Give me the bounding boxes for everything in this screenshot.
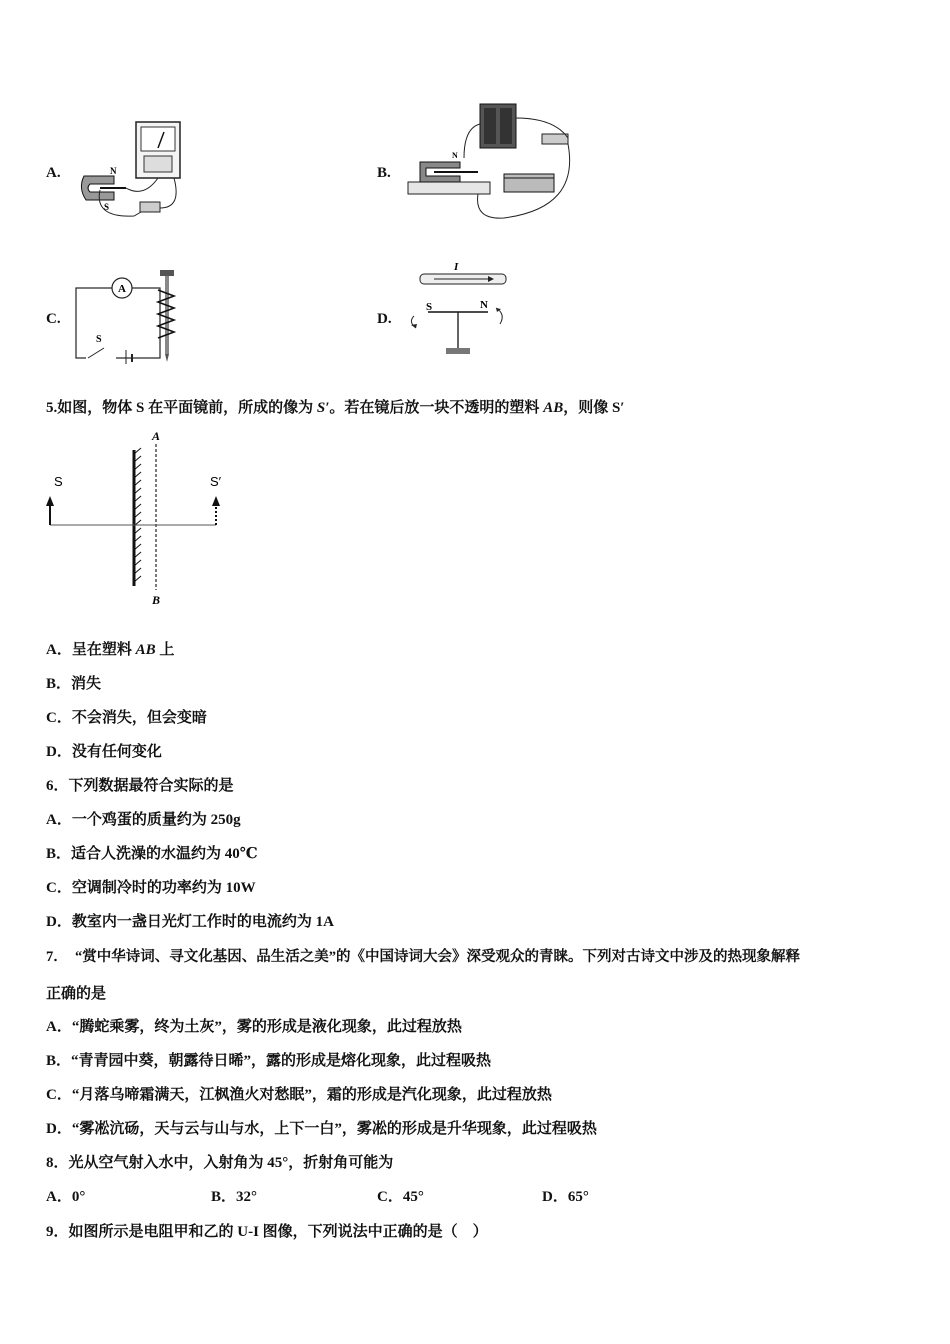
q4-option-c-label: C. — [46, 311, 61, 327]
q5-option-d: D．没有任何变化 — [46, 744, 162, 760]
q4-d-current-label: I — [454, 261, 459, 273]
q4-a-north-label: N — [110, 166, 117, 176]
q4-a-south-label: S — [104, 202, 110, 212]
q7-stem-line1: 7． “赏中华诗词、寻文化基因、品生活之美”的《中国诗词大会》深受观众的青睐。下列对古诗文中涉及的热现象解释 — [46, 949, 800, 965]
q6-option-c: C．空调制冷时的功率约为 10W — [46, 880, 256, 896]
q7-option-a: A．“腾蛇乘雾，终为土灰”，雾的形成是液化现象，此过程放热 — [46, 1019, 462, 1035]
q8-option-a: A．0° — [46, 1189, 86, 1205]
q8-option-b: B．32° — [211, 1189, 258, 1205]
q4-figure-c-electromagnet-circuit — [74, 268, 184, 364]
q7-option-b: B．“青青园中葵，朝露待日晞”，露的形成是熔化现象，此过程吸热 — [46, 1053, 492, 1069]
q5-option-b: B．消失 — [46, 676, 102, 692]
q7-option-d: D．“雾凇沆砀，天与云与山与水，上下一白”，雾凇的形成是升华现象，此过程吸热 — [46, 1121, 597, 1137]
q5-image-name: S′ — [316, 400, 330, 416]
q5-stem — [46, 396, 625, 417]
q4-figure-b-motor-circuit — [404, 98, 584, 224]
q5-text-after: ，则像 S′ — [563, 400, 625, 416]
q5-option-a-ab: AB — [135, 642, 156, 658]
q7-option-c: C．“月落乌啼霜满天，江枫渔火对愁眠”，霜的形成是汽化现象，此过程放热 — [46, 1087, 552, 1103]
q5-label-s-prime: S′ — [210, 474, 222, 489]
q4-figure-a-galvanometer — [74, 118, 184, 224]
q5-option-a-suffix: 上 — [155, 642, 175, 658]
q5-option-a-prefix: A．呈在塑料 — [46, 642, 136, 658]
q5-option-c: C．不会消失，但会变暗 — [46, 710, 207, 726]
q4-d-south-label: S — [426, 301, 433, 313]
q5-number: 5. — [46, 400, 58, 416]
q5-label-b: B — [152, 593, 161, 607]
q4-c-switch-label: S — [96, 334, 102, 345]
q4-c-ammeter-label: A — [118, 283, 126, 295]
q8-option-d: D．65° — [542, 1189, 589, 1205]
q6-option-a: A．一个鸡蛋的质量约为 250g — [46, 812, 241, 828]
q8-stem: 8．光从空气射入水中，入射角为 45°，折射角可能为 — [46, 1155, 394, 1171]
q4-b-north-label: N — [452, 151, 458, 160]
q5-ab: AB — [543, 400, 564, 416]
q5-label-s: S — [54, 474, 63, 489]
q9-stem: 9．如图所示是电阻甲和乙的 U-I 图像，下列说法中正确的是（ ） — [46, 1224, 488, 1240]
q5-figure-plane-mirror — [42, 428, 242, 608]
q4-option-b-label: B. — [377, 165, 391, 181]
q4-option-a-label: A. — [46, 165, 61, 181]
q5-text-mid: 。若在镜后放一块不透明的塑料 — [329, 400, 544, 416]
q7-stem-line2: 正确的是 — [46, 986, 107, 1002]
q5-label-a: A — [152, 429, 161, 443]
q4-figure-d-oersted — [404, 256, 510, 360]
q4-option-d-label: D. — [377, 311, 392, 327]
q5-text-before: 如图，物体 S 在平面镜前，所成的像为 — [57, 400, 317, 416]
q5-option-a — [46, 638, 174, 659]
q6-option-b: B．适合人洗澡的水温约为 40℃ — [46, 846, 258, 862]
q4-d-north-label: N — [480, 299, 488, 311]
q6-option-d: D．教室内一盏日光灯工作时的电流约为 1A — [46, 914, 334, 930]
q6-stem: 6．下列数据最符合实际的是 — [46, 778, 234, 794]
q8-option-c: C．45° — [377, 1189, 424, 1205]
